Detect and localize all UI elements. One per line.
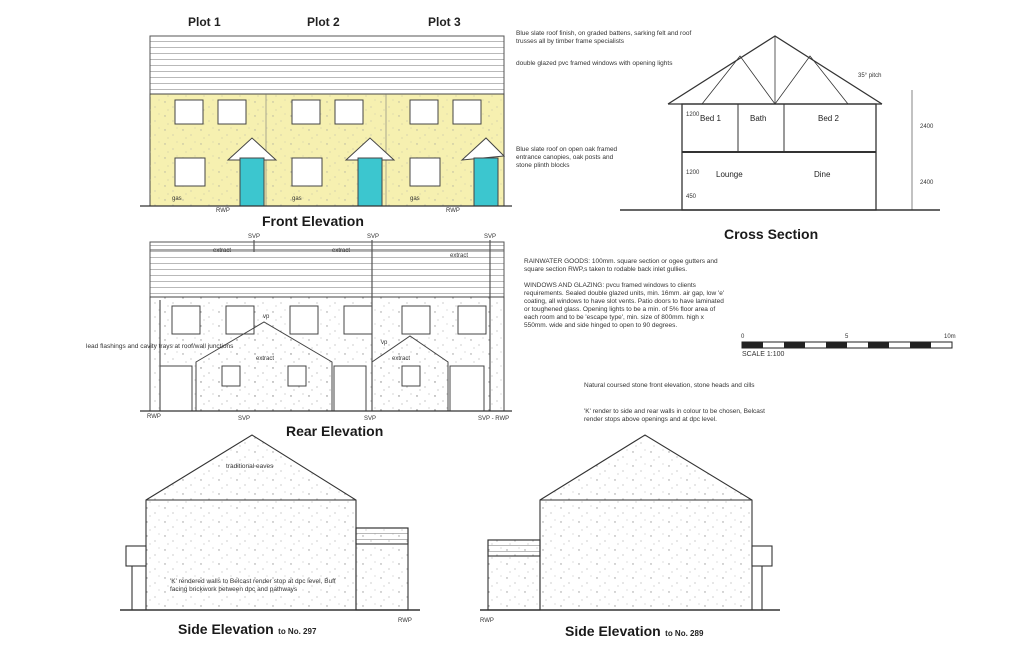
svp-rear-1: SVP (248, 234, 261, 240)
note-eaves: traditional eaves (226, 463, 274, 470)
scale-tick-0: 0 (741, 334, 745, 340)
side-289-sub: to No. 289 (665, 629, 704, 638)
svp-rear-3: SVP (484, 234, 497, 240)
dim-sill: 450 (686, 194, 697, 200)
extract-rear-5: extract (392, 356, 411, 362)
note-flashings: lead flashings and cavity trays at roof/wall junctions (86, 343, 234, 350)
note-stone: Natural coursed stone front elevation, stone heads and cills (584, 382, 755, 389)
gas-label-3: gas (410, 196, 420, 202)
plot-1-label: Plot 1 (188, 15, 221, 29)
front-elevation (140, 36, 512, 206)
rwp-front-1: RWP (216, 208, 230, 214)
cross-section-title: Cross Section (724, 226, 819, 242)
side-289-main: Side Elevation (565, 623, 661, 639)
room-bed2: Bed 2 (818, 114, 839, 123)
rwp-side-2: RWP (480, 618, 494, 624)
side-elevation-297-title (178, 621, 316, 639)
note-windows: double glazed pvc framed windows with opening lights (516, 60, 673, 67)
front-elevation-title: Front Elevation (262, 213, 364, 229)
scale-tick-5: 5 (845, 334, 849, 340)
note-render: 'K' render to side and rear walls in colour to be chosen, Belcast render stops above openings and at dpc level. (584, 408, 765, 423)
note-roof: Blue slate roof finish, on graded battens, sarking felt and roof trusses all by timber frame specialists (516, 30, 692, 45)
vp-rear-1: vp (263, 314, 270, 320)
rear-elevation (140, 240, 512, 411)
dim-bottom: 2400 (920, 180, 934, 186)
note-side-render: 'K' rendered walls to Belcast render stop at dpc level, Buff facing brickwork between dpc and pathways (170, 578, 336, 593)
dim-h1: 1200 (686, 112, 700, 118)
scale-bar (742, 342, 952, 348)
rwp-front-2: RWP (446, 208, 460, 214)
side-elevation-289-title (565, 623, 703, 641)
gas-label-1: gas (172, 196, 182, 202)
svp-rear-2: SVP (367, 234, 380, 240)
note-rainwater: RAINWATER GOODS: 100mm. square section or ogee gutters and square section RWP,s taken to rodable back inlet gullies. (524, 258, 718, 273)
extract-rear-4: extract (256, 356, 275, 362)
note-canopy: Blue slate roof on open oak framed entrance canopies, oak posts and stone plinth blocks (516, 146, 618, 169)
room-bed1: Bed 1 (700, 114, 721, 123)
scale-tick-10: 10m (944, 334, 956, 340)
gas-label-2: gas (292, 196, 302, 202)
side-297-sub: to No. 297 (278, 627, 317, 636)
vp-rear-2: vp (381, 340, 388, 346)
room-lounge: Lounge (716, 170, 743, 179)
plot-2-label: Plot 2 (307, 15, 340, 29)
dim-top: 2400 (920, 124, 934, 130)
dim-h2: 1200 (686, 170, 700, 176)
scale-label: SCALE 1:100 (742, 351, 785, 358)
extract-rear-3: extract (450, 253, 469, 259)
rwp-side-1: RWP (398, 618, 412, 624)
side-297-main: Side Elevation (178, 621, 274, 637)
note-glazing: WINDOWS AND GLAZING: pvcu framed windows to clients requirements. Sealed double glazed units, min. 16mm. air gap, low 'e' coating, all windows to have slot vents. Patio doors to have laminated or toughened glass. Opening lights to be a min. of 5% floor area of each room and to be 'escape type', min. size of 800mm. high x 550mm. wide and side hinged to open to 90 degrees. (524, 282, 725, 329)
svp-rear-bottom-1: SVP (238, 416, 251, 422)
rear-elevation-title: Rear Elevation (286, 423, 384, 439)
extract-rear-2: extract (332, 248, 351, 254)
extract-rear-1: extract (213, 248, 232, 254)
rwp-rear-1: RWP (147, 414, 161, 420)
room-bath: Bath (750, 114, 767, 123)
roof-pitch-label: 35° pitch (858, 73, 882, 79)
plot-3-label: Plot 3 (428, 15, 461, 29)
side-elevation-289 (480, 435, 780, 610)
svp-rwp-rear: SVP - RWP (478, 416, 510, 422)
room-dine: Dine (814, 170, 831, 179)
svp-rear-bottom-2: SVP (364, 416, 377, 422)
